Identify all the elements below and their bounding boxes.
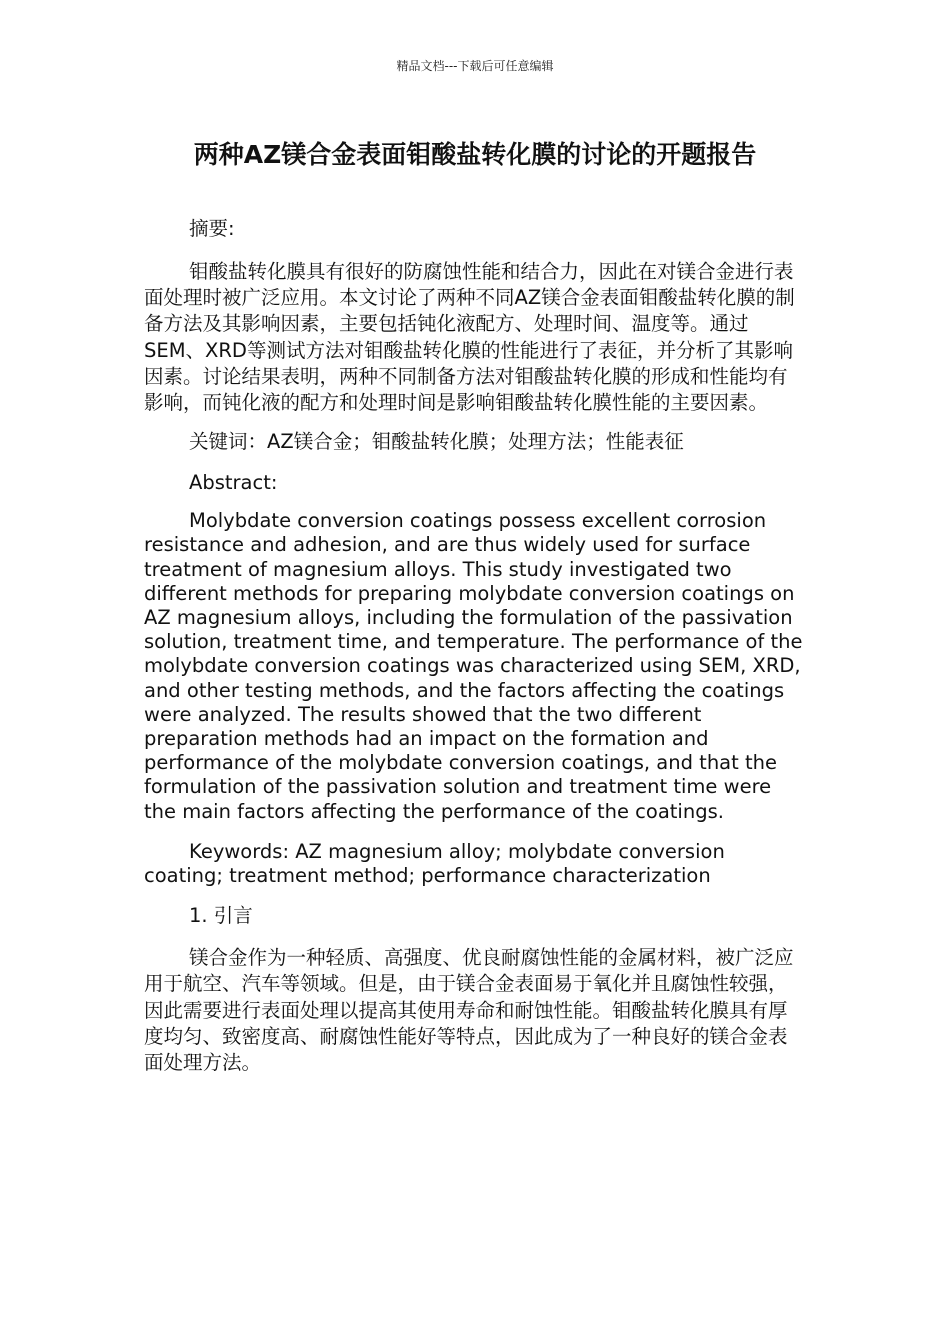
keywords-cn: 关键词：AZ镁合金；钼酸盐转化膜；处理方法；性能表征 [189, 430, 684, 454]
document-body [144, 216, 806, 1076]
header-note: 精品文档---下载后可任意编辑 [396, 59, 554, 73]
abstract-cn-paragraph: 钼酸盐转化膜具有很好的防腐蚀性能和结合力，因此在对镁合金进行表面处理时被广泛应用。本文讨论了两种不同AZ镁合金表面钼酸盐转化膜的制备方法及其影响因素，主要包括钝化液配方、处理时间、温度等。通过SEM、XRD等测试方法对钼酸盐转化膜的性能进行了表征，并分析了其影响因素。讨论结果表明，两种不同制备方法对钼酸盐转化膜的形成和性能均有影响，而钝化液的配方和处理时间是影响钼酸盐转化膜性能的主要因素。 [144, 260, 795, 415]
abstract-en-paragraph: Molybdate conversion coatings possess excellent corrosion resistance and adhesion, and are thus widely used for surface treatment of magnesium alloys. This study investigated two different methods for preparing molybdate conversion coatings on AZ magnesium alloys, including the formulation of the passivation solution, treatment time, and temperature. The performance of the molybdate conversion coatings was characterized using SEM, XRD, and other testing methods, and the factors affecting the coatings were analyzed. The results showed that the two different preparation methods had an impact on the formation and performance of the molybdate conversion coatings, and that the formulation of the passivation solution and treatment time were the main factors affecting the performance of the coatings. [144, 509, 803, 823]
section-1-heading: 1. 引言 [189, 904, 253, 928]
abstract-en-label: Abstract: [189, 471, 278, 495]
keywords-en: Keywords: AZ magnesium alloy; molybdate conversion coating; treatment method; performance characterization [144, 839, 725, 888]
abstract-cn-label: 摘要: [189, 217, 235, 240]
document-title: 两种AZ镁合金表面钼酸盐转化膜的讨论的开题报告 [193, 140, 757, 169]
section-1-paragraph: 镁合金作为一种轻质、高强度、优良耐腐蚀性能的金属材料，被广泛应用于航空、汽车等领域。但是，由于镁合金表面易于氧化并且腐蚀性较强，因此需要进行表面处理以提高其使用寿命和耐蚀性能。钼酸盐转化膜具有厚度均匀、致密度高、耐腐蚀性能好等特点，因此成为了一种良好的镁合金表面处理方法。 [144, 946, 794, 1075]
